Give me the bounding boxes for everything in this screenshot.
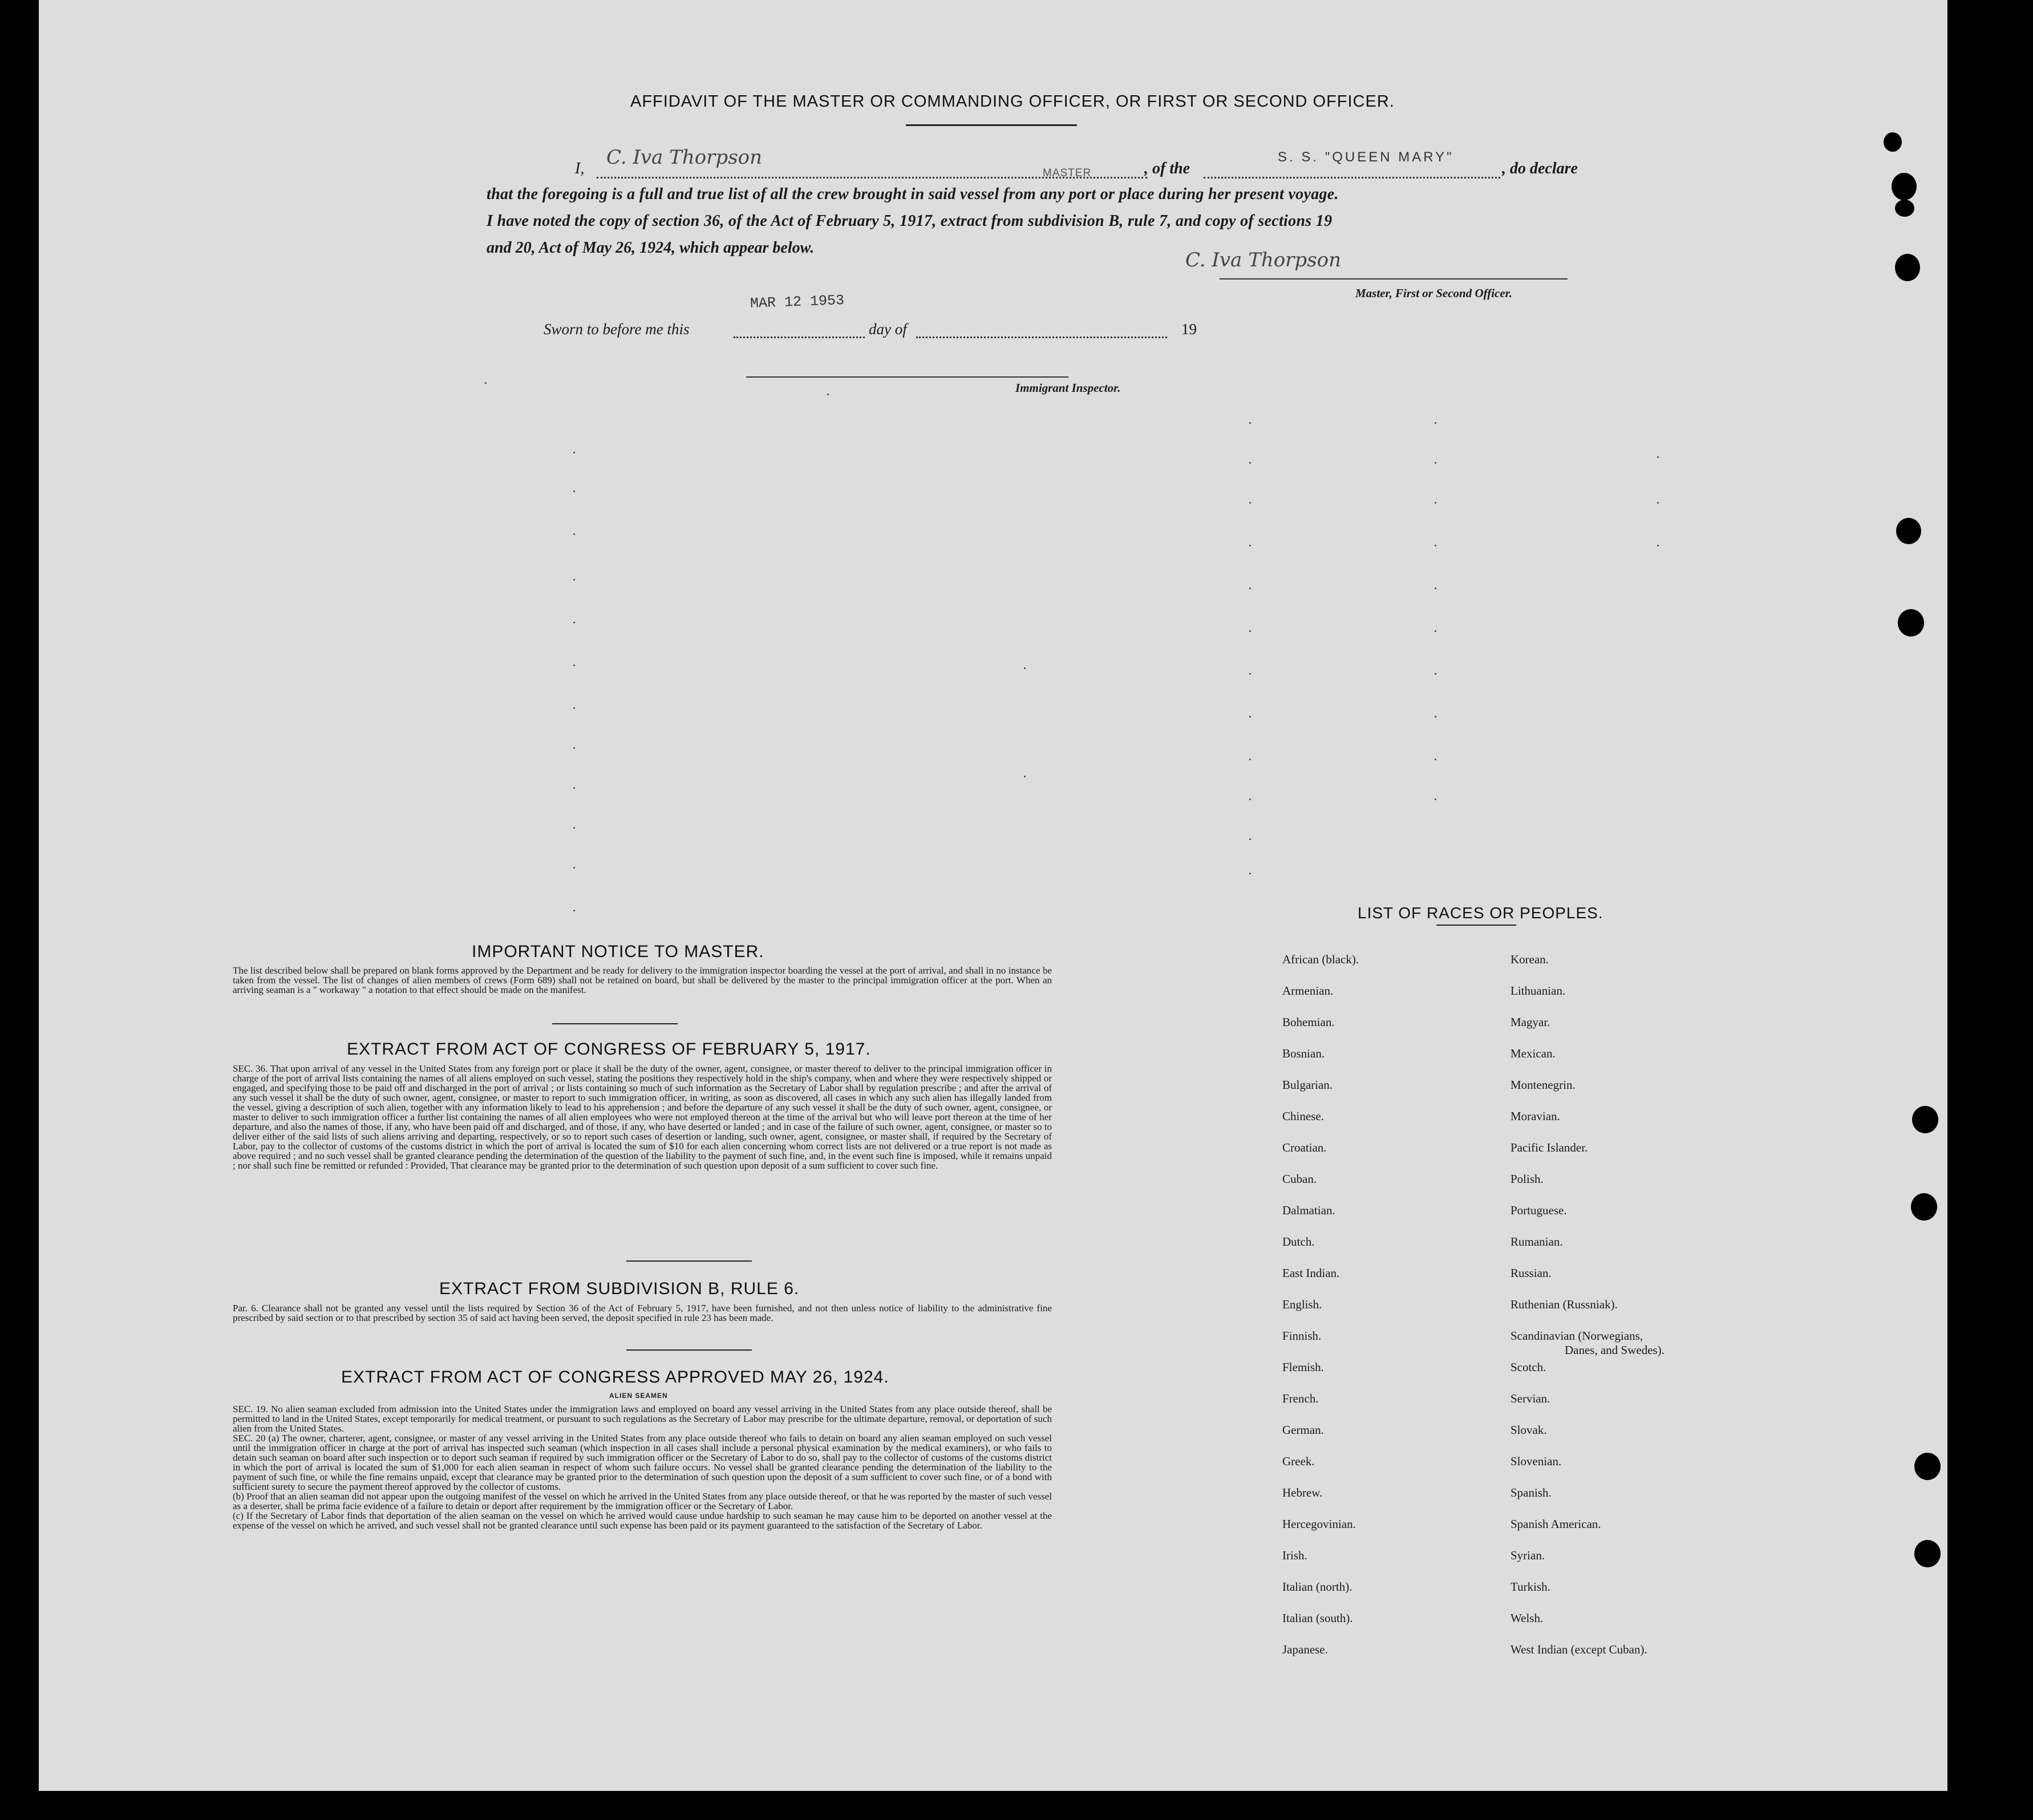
- binder-hole-10: [1914, 1540, 1941, 1567]
- vessel-name: S. S. "QUEEN MARY": [1278, 149, 1454, 165]
- speckle: [1249, 462, 1251, 464]
- speckle: [573, 491, 575, 492]
- speckle: [1249, 716, 1251, 718]
- sec-19-text: SEC. 19. No alien seaman excluded from admission into the United States under the immigration laws and employed on board any vessel arriving in the United States from any place outside thereof, shall be permitted to land in the United States, except temporarily for medical treatment, or pursuant to such regulations as the Secretary of Labor may prescribe for the ultimate departure, removal, or deportation of such alien from the United States.: [233, 1404, 1052, 1434]
- race-left-5: Chinese.: [1282, 1109, 1324, 1123]
- speckle: [573, 747, 575, 749]
- binder-hole-3: [1895, 200, 1914, 217]
- affidavit-line-4: and 20, Act of May 26, 1924, which appear below.: [487, 239, 815, 257]
- race-right-13: Scotch.: [1510, 1360, 1546, 1374]
- speckle: [1249, 838, 1251, 840]
- race-right-5: Moravian.: [1510, 1109, 1560, 1123]
- notice-rule: [552, 1023, 678, 1024]
- race-right-15: Slovak.: [1510, 1423, 1547, 1437]
- race-left-11: English.: [1282, 1298, 1322, 1311]
- speckle: [1024, 776, 1026, 777]
- race-right-20: Turkish.: [1510, 1580, 1550, 1594]
- subdivision-rule: [626, 1349, 752, 1351]
- speckle: [1435, 462, 1436, 464]
- speckle: [1249, 502, 1251, 504]
- extract-1924-text: [233, 1404, 1052, 1530]
- sworn-year: 19: [1181, 321, 1197, 338]
- binder-hole-2: [1892, 173, 1917, 200]
- speckle: [1435, 502, 1436, 504]
- speckle: [485, 382, 487, 384]
- speckle: [1435, 759, 1436, 760]
- of-the-text: , of the: [1144, 160, 1190, 177]
- race-left-19: Irish.: [1282, 1549, 1307, 1562]
- affidavit-line-2: that the foregoing is a full and true list of all the crew brought in said vessel from any port or place during her present voyage.: [487, 185, 1339, 203]
- race-right-11: Ruthenian (Russniak).: [1510, 1298, 1618, 1311]
- speckle: [1249, 873, 1251, 874]
- speckle: [1657, 502, 1659, 504]
- subdivision-text: Par. 6. Clearance shall not be granted any vessel until the lists required by Section 36 of the Act of February 5, 1917, have been furnished, and not then unless notice of liability to the administrative fine prescribed by said section or to that prescribed by section 35 of said act having been served, the deposit specified in rule 23 has been made.: [233, 1303, 1052, 1323]
- speckle: [1435, 716, 1436, 718]
- alien-seamen-subtitle: ALIEN SEAMEN: [609, 1392, 668, 1400]
- do-declare-text: , do declare: [1502, 160, 1578, 177]
- race-right-14: Servian.: [1510, 1392, 1550, 1405]
- race-right-9: Rumanian.: [1510, 1235, 1563, 1249]
- sec-20c-text: (c) If the Secretary of Labor finds that deportation of the alien seaman on the vessel on which he arrived would cause undue hardship to such seaman he may cause him to be deported on another vessel at the expense of the vessel on which he arrived, and such vessel shall not be granted clearance until such expense has been paid or its payment guaranteed to the satisfaction of the Secretary of Labor.: [233, 1510, 1052, 1531]
- race-scandinavian-cont: Danes, and Swedes).: [1565, 1343, 1665, 1357]
- master-signature: C. Iva Thorpson: [606, 146, 763, 169]
- speckle: [573, 787, 575, 789]
- speckle: [1249, 587, 1251, 589]
- speckle: [1435, 673, 1436, 675]
- race-left-12: Finnish.: [1282, 1329, 1322, 1343]
- race-right-0: Korean.: [1510, 952, 1549, 966]
- speckle: [1435, 587, 1436, 589]
- subdivision-title: EXTRACT FROM SUBDIVISION B, RULE 6.: [439, 1279, 800, 1298]
- speckle: [1657, 545, 1659, 546]
- speckle: [573, 452, 575, 453]
- race-right-2: Magyar.: [1510, 1015, 1550, 1029]
- race-left-0: African (black).: [1282, 952, 1359, 966]
- race-right-6: Pacific Islander.: [1510, 1141, 1588, 1154]
- race-left-8: Dalmatian.: [1282, 1203, 1335, 1217]
- race-right-16: Slovenian.: [1510, 1454, 1562, 1468]
- binder-hole-4: [1895, 254, 1920, 281]
- race-left-4: Bulgarian.: [1282, 1078, 1333, 1092]
- speckle: [573, 622, 575, 623]
- race-left-17: Hebrew.: [1282, 1486, 1323, 1499]
- race-right-18: Spanish American.: [1510, 1517, 1601, 1531]
- rank-text: MASTER: [1043, 167, 1092, 179]
- extract-1917-text: SEC. 36. That upon arrival of any vessel in the United States from any foreign port or place it shall be the duty of the owner, agent, consignee, or master thereof to deliver to the principal immigration officer in charge of the port of arrival lists containing the names of all aliens employed on such vessel, stating the positions they respectively hold in the ship's company, when and where they were respectively shipped or engaged, and specifying those to be paid off and discharged in the port of arrival ; or lists containing so much of such information as the Secretary of Labor shall by regulation prescribe ; and after the arrival of any such vessel it shall be the duty of such owner, agent, consignee, or master to report to such immigration officer, in writing, as soon as discovered, all cases in which any such alien has illegally landed from the vessel, giving a description of such alien, together with any information likely to lead to his apprehension ; and before the departure of any such vessel it shall be the duty of such owner, agent, consignee, or master to deliver to such immigration officer a further list containing the names of all alien employees who were not employed thereon at the time of the arrival but who will leave port thereon at the time of her departure, and also the names of those, if any, who have been paid off and discharged, and of those, if any, who have deserted or landed ; and in case of the failure of such owner, agent, consignee, or master so to deliver either of the said lists of such aliens arriving and departing, respectively, or so to report such cases of desertion or landing, such owner, agent, consignee, or master shall, if required by the Secretary of Labor, pay to the collector of customs of the customs district in which the port of arrival is located the sum of $10 for each alien concerning whom correct lists are not delivered or a true report is not made as above required ; and no such vessel shall be granted clearance pending the determination of the question of the liability to the payment of such fine, and, in the event such fine is imposed, while it remains unpaid ; nor shall such fine be remitted or refunded : Provided, That clearance may be granted prior to the determination of such question upon deposit of a sum sufficient to cover such fine.: [233, 1063, 1052, 1171]
- race-left-22: Japanese.: [1282, 1643, 1328, 1656]
- speckle: [1024, 667, 1026, 669]
- speckle: [1435, 798, 1436, 800]
- sec-20b-text: (b) Proof that an alien seaman did not appear upon the outgoing manifest of the vessel on which he arrived in the United States from any place outside thereof, or that he was reported by the master of such vessel as a deserter, shall be prima facie evidence of a failure to detain or deport after requirement by the immigration officer or the Secretary of Labor.: [233, 1491, 1052, 1511]
- race-left-9: Dutch.: [1282, 1235, 1315, 1249]
- speckle: [1249, 798, 1251, 800]
- speckle: [573, 867, 575, 869]
- race-left-15: German.: [1282, 1423, 1324, 1437]
- race-left-7: Cuban.: [1282, 1172, 1317, 1186]
- race-right-17: Spanish.: [1510, 1486, 1552, 1499]
- vessel-name-line: [1204, 177, 1500, 179]
- race-left-1: Armenian.: [1282, 984, 1334, 998]
- binder-hole-7: [1912, 1106, 1938, 1133]
- title-underline: [906, 124, 1077, 126]
- binder-hole-9: [1914, 1453, 1941, 1480]
- speckle: [573, 910, 575, 911]
- inspector-caption: Immigrant Inspector.: [1015, 381, 1121, 395]
- binder-hole-5: [1896, 518, 1921, 544]
- extract-1924-title: EXTRACT FROM ACT OF CONGRESS APPROVED MAY 26, 1924.: [341, 1368, 889, 1387]
- date-stamp: MAR 12 1953: [750, 292, 845, 312]
- binder-hole-1: [1884, 132, 1902, 152]
- sworn-text: Sworn to before me this: [544, 321, 690, 338]
- race-right-4: Montenegrin.: [1510, 1078, 1576, 1092]
- notice-title: IMPORTANT NOTICE TO MASTER.: [472, 942, 764, 961]
- race-right-10: Russian.: [1510, 1266, 1552, 1280]
- sec-20a-text: SEC. 20 (a) The owner, charterer, agent, consignee, or master of any vessel arriving in the United States from any place outside thereof who fails to detain on board any alien seaman employed on such vessel until the immigration officer in charge at the port of arrival has inspected such seaman (which inspection in all cases shall include a personal physical examination by the medical examiners), or who fails to detain such seaman on board after such inspection or to deport such seaman if required by such immigration officer or the Secretary of Labor to do so, shall pay to the collector of customs of the customs district in which the port of arrival is located the sum of $1,000 for each alien seaman in respect of whom such failure occurs. No vessel shall be granted clearance pending the determination of the liability to the payment of such fine, or while the fine remains unpaid, except that clearance may be granted prior to the determination of such question upon the deposit of a sum sufficient to cover such fine, or of a bond with sufficient surety to secure the payment thereof approved by the collector of customs.: [233, 1433, 1052, 1492]
- speckle: [1249, 422, 1251, 424]
- affidavit-line-3: I have noted the copy of section 36, of the Act of February 5, 1917, extract from subdivision B, rule 7, and copy of sections 19: [487, 212, 1333, 230]
- speckle: [573, 707, 575, 709]
- extract-1917-title: EXTRACT FROM ACT OF CONGRESS OF FEBRUARY 5, 1917.: [347, 1040, 871, 1059]
- speckle: [573, 533, 575, 535]
- speckle: [573, 827, 575, 829]
- race-right-7: Polish.: [1510, 1172, 1544, 1186]
- document-page: [39, 0, 1947, 1791]
- race-left-20: Italian (north).: [1282, 1580, 1352, 1594]
- speckle: [1435, 545, 1436, 546]
- speckle: [827, 394, 829, 395]
- race-right-1: Lithuanian.: [1510, 984, 1566, 998]
- races-underline: [1436, 925, 1516, 926]
- race-left-2: Bohemian.: [1282, 1015, 1335, 1029]
- sworn-month-line: [916, 337, 1167, 338]
- master-signature-2: C. Iva Thorpson: [1185, 249, 1342, 271]
- race-left-6: Croatian.: [1282, 1141, 1327, 1154]
- race-right-21: Welsh.: [1510, 1611, 1544, 1625]
- binder-hole-6: [1898, 609, 1924, 637]
- race-left-13: Flemish.: [1282, 1360, 1324, 1374]
- races-title: LIST OF RACES OR PEOPLES.: [1358, 904, 1603, 922]
- speckle: [573, 579, 575, 581]
- race-left-18: Hercegovinian.: [1282, 1517, 1356, 1531]
- signature-line: [1220, 278, 1568, 279]
- speckle: [1657, 456, 1659, 458]
- speckle: [1249, 545, 1251, 546]
- race-left-3: Bosnian.: [1282, 1047, 1325, 1060]
- day-of-text: day of: [869, 321, 907, 338]
- race-left-10: East Indian.: [1282, 1266, 1340, 1280]
- speckle: [1249, 759, 1251, 760]
- speckle: [1249, 630, 1251, 632]
- race-left-14: French.: [1282, 1392, 1319, 1405]
- affidavit-title: AFFIDAVIT OF THE MASTER OR COMMANDING OFFICER, OR FIRST OR SECOND OFFICER.: [630, 92, 1395, 111]
- race-right-8: Portuguese.: [1510, 1203, 1567, 1217]
- master-caption: Master, First or Second Officer.: [1355, 286, 1512, 300]
- race-right-3: Mexican.: [1510, 1047, 1556, 1060]
- affidavit-i: I,: [575, 160, 585, 177]
- sworn-day-line: [734, 337, 865, 338]
- extract-1917-rule: [626, 1260, 752, 1262]
- speckle: [1435, 422, 1436, 424]
- notice-text: The list described below shall be prepared on blank forms approved by the Department and be ready for delivery to the immigration inspector boarding the vessel at the port of arrival, and shall in no instance be taken from the vessel. The list of changes of alien members of crews (Form 689) shall not be retained on board, but shall be delivered by the master to the principal immigration officer at the port. When an arriving seaman is a " workaway " a notation to that effect should be made on the manifest.: [233, 965, 1052, 995]
- race-left-16: Greek.: [1282, 1454, 1315, 1468]
- race-right-12: Scandinavian (Norwegians,: [1510, 1329, 1643, 1343]
- race-right-19: Syrian.: [1510, 1549, 1545, 1562]
- binder-hole-8: [1911, 1193, 1937, 1221]
- speckle: [573, 664, 575, 666]
- race-right-22: West Indian (except Cuban).: [1510, 1643, 1647, 1656]
- speckle: [1249, 673, 1251, 675]
- inspector-line: [746, 376, 1068, 378]
- speckle: [1435, 630, 1436, 632]
- race-left-21: Italian (south).: [1282, 1611, 1353, 1625]
